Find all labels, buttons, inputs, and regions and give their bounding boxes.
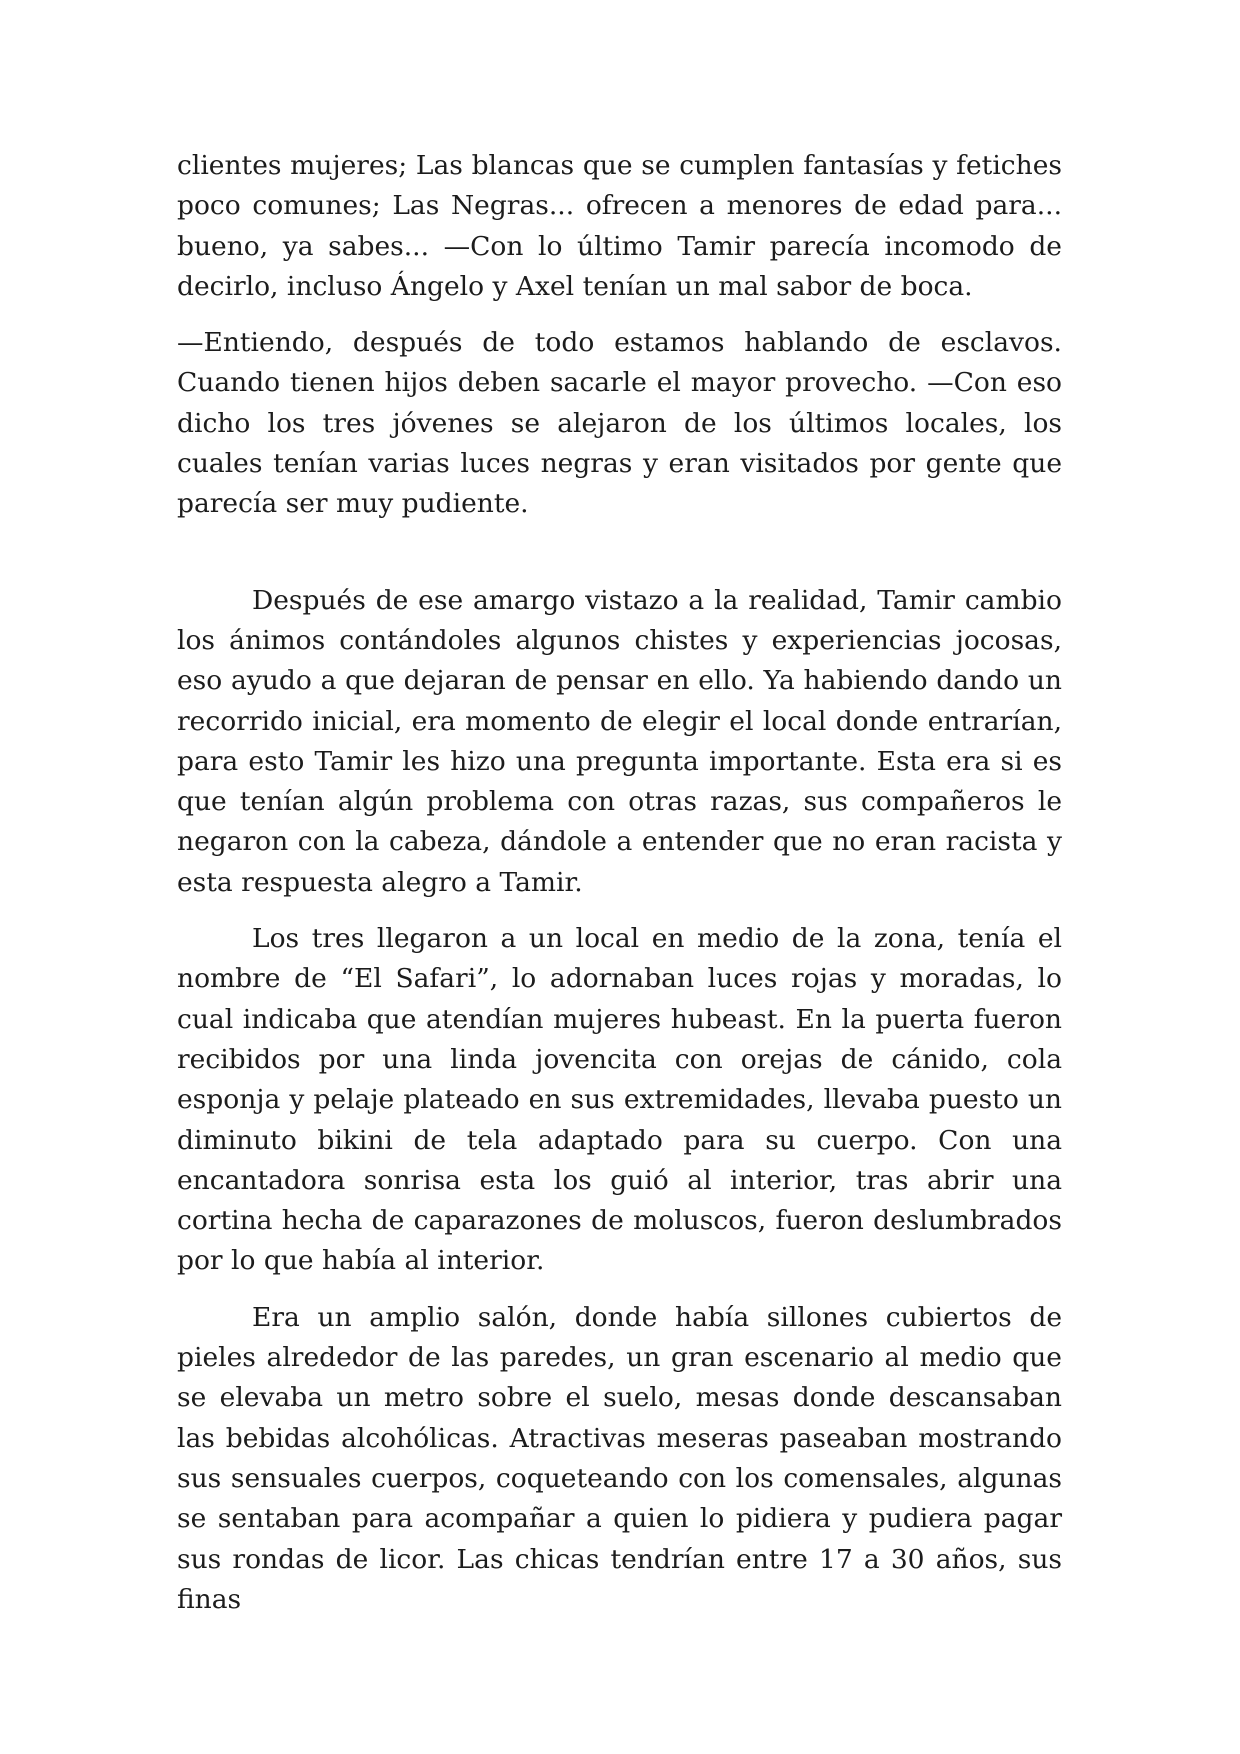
paragraph-1: clientes mujeres; Las blancas que se cumplen fantasías y fetiches poco comunes; Las Negras... ofrecen a menores de edad para... bueno, ya sabes... —Con lo último Tamir parecía incomodo de decirlo, incluso Ángelo y Axel tenían un mal sabor de boca. (177, 150, 1062, 302)
paragraph-4: Los tres llegaron a un local en medio de la zona, tenía el nombre de “El Safari”, lo adornaban luces rojas y moradas, lo cual indicaba que atendían mujeres hubeast. En la puerta fueron recibidos por una linda jovencita con orejas de cánido, cola esponja y pelaje plateado en sus extremidades, llevaba puesto un diminuto bikini de tela adaptado para su cuerpo. Con una encantadora sonrisa esta los guió al interior, tras abrir una cortina hecha de caparazones de moluscos, fueron deslumbrados por lo que había al interior. (177, 923, 1062, 1277)
paragraph-3: Después de ese amargo vistazo a la realidad, Tamir cambio los ánimos contándoles algunos chistes y experiencias jocosas, eso ayudo a que dejaran de pensar en ello. Ya habiendo dando un recorrido inicial, era momento de elegir el local donde entrarían, para esto Tamir les hizo una pregunta importante. Esta era si es que tenían algún problema con otras razas, sus compañeros le negaron con la cabeza, dándole a entender que no eran racista y esta respuesta alegro a Tamir. (177, 584, 1062, 898)
paragraph-5: Era un amplio salón, donde había sillones cubiertos de pieles alrededor de las paredes, un gran escenario al medio que se elevaba un metro sobre el suelo, mesas donde descansaban las bebidas alcohólicas. Atractivas meseras paseaban mostrando sus sensuales cuerpos, coqueteando con los comensales, algunas se sentaban para acompañar a quien lo pidiera y pudiera pagar sus rondas de licor. Las chicas tendrían entre 17 a 30 años, sus finas (177, 1301, 1062, 1615)
paragraph-2: —Entiendo, después de todo estamos hablando de esclavos. Cuando tienen hijos deben sacarle el mayor provecho. —Con eso dicho los tres jóvenes se alejaron de los últimos locales, los cuales tenían varias luces negras y eran visitados por gente que parecía ser muy pudiente. (177, 327, 1062, 520)
body-text (177, 146, 1062, 1620)
